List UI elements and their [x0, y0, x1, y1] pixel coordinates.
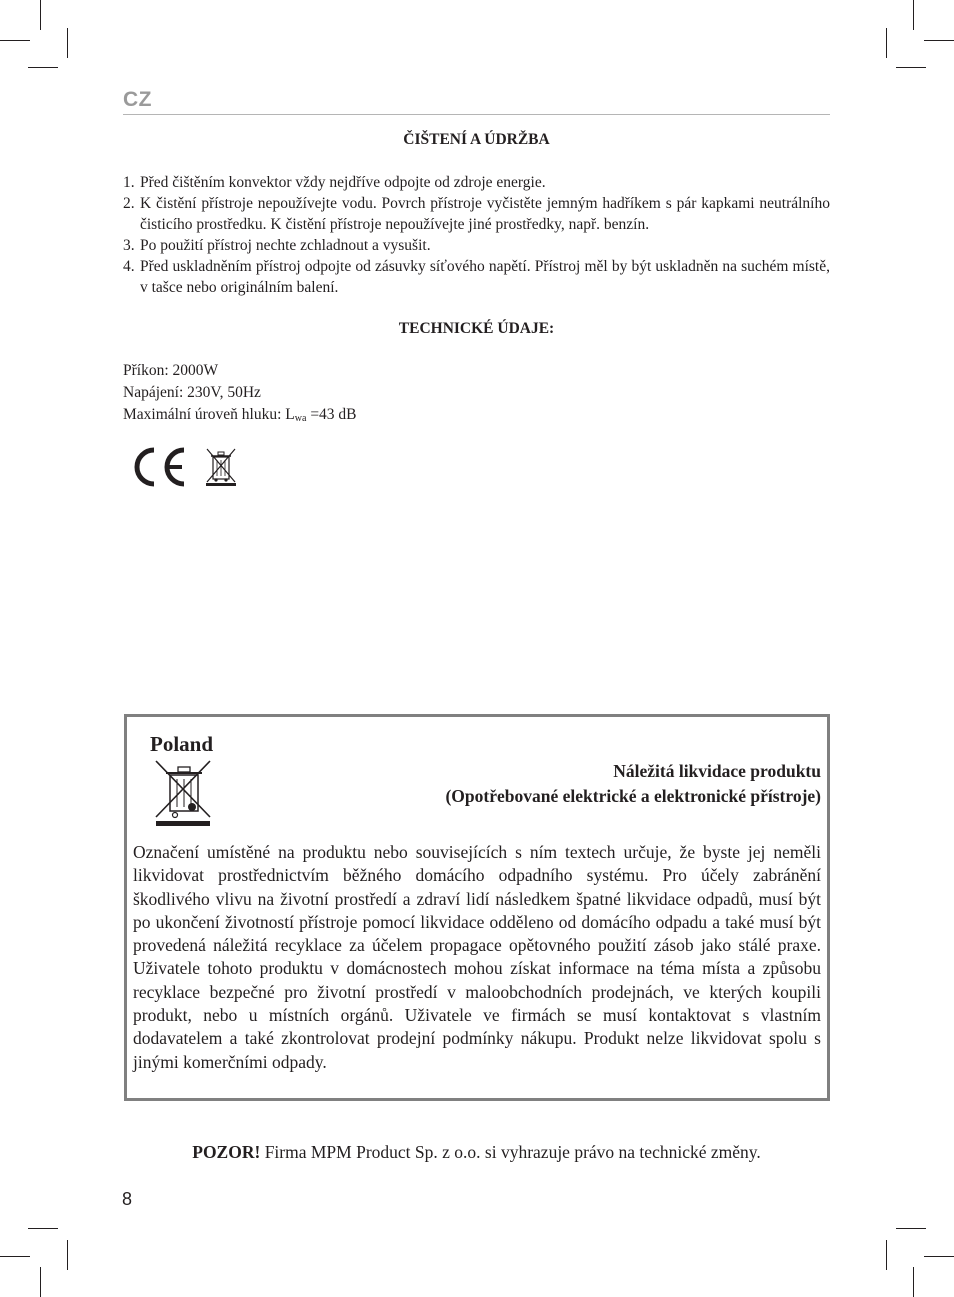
crop-mark	[0, 40, 30, 41]
crop-mark	[896, 1228, 926, 1229]
crop-mark	[0, 1256, 30, 1257]
list-item-text: Před uskladněním přístroj odpojte od zásuvky síťového napětí. Přístroj měl by být uskladněn na suchém místě, v tašce nebo originálním balení.	[140, 258, 830, 296]
disposal-body-text: Označení umístěné na produktu nebo souvisejících s ním textech určuje, že byste jej neměli likvidovat prostřednictvím běžného domácího odpadního systému. Pro účely zabránění škodlivého vlivu na životní prostředí a zdraví lidí následkem špatné likvidace odpadů, musí být po ukončení životností přístroje pomocí likvidace odděleno od domácího odpadu a také musí být provedená náležitá recyklace za účelem propagace opětovného použití zásob jako stálé praxe. Uživatele tohoto produktu v domácnostech mohou získat informace na téma místa a způsobu recyklace bezpečné pro životní prostředí v maloobchodních prodejnách, ve kterých koupili produkt, nebo u místních orgánů. Uživatele ve firmách se musí kontaktovat s vlastním dodavatelem a také zkontrolovat prodejní podmínky nákupu. Produkt nelze likvidovat spolu s jinými komerčními odpady.	[133, 842, 821, 1072]
list-item-text: K čistění přístroje nepoužívejte vodu. Povrch přístroje vyčistěte jemným hadříkem s pár kapkami neutrálního čisticího prostředku. K čistění přístroje nepoužívejte jiné prostředky, např. benzín.	[140, 195, 830, 233]
notice-text: Firma MPM Product Sp. z o.o. si vyhrazuje právo na technické změny.	[260, 1142, 761, 1162]
disposal-title	[445, 759, 821, 809]
crop-mark	[40, 0, 41, 30]
spec-noise-value: =43 dB	[306, 406, 357, 423]
crop-mark	[67, 1240, 68, 1270]
disposal-notice-box	[124, 714, 830, 1101]
crop-mark	[28, 67, 58, 68]
list-item-number: 4.	[123, 258, 135, 275]
spec-supply: Napájení: 230V, 50Hz	[123, 384, 261, 401]
disposal-title-line: Náležitá likvidace produktu	[613, 761, 821, 781]
language-tag: CZ	[123, 88, 152, 111]
crop-mark	[28, 1228, 58, 1229]
crop-mark	[886, 1240, 887, 1270]
spec-power: Příkon: 2000W	[123, 362, 219, 379]
list-item-text: Po použití přístroj nechte zchladnout a vysušit.	[140, 237, 431, 254]
spec-noise-label: Maximální úroveň hluku: L	[123, 406, 295, 423]
cleaning-list	[123, 172, 830, 298]
page-number: 8	[122, 1189, 133, 1209]
notice-line	[123, 1142, 830, 1163]
country-label: Poland	[150, 732, 214, 756]
crop-mark	[924, 40, 954, 41]
list-item-number: 1.	[123, 174, 135, 191]
crop-mark	[896, 67, 926, 68]
crop-mark	[924, 1256, 954, 1257]
list-item	[123, 172, 830, 193]
list-item-text: Před čištěním konvektor vždy nejdříve odpojte od zdroje energie.	[140, 174, 546, 191]
notice-label: POZOR!	[192, 1142, 261, 1162]
list-item-number: 2.	[123, 195, 135, 212]
crop-mark	[913, 1267, 914, 1297]
crop-mark	[67, 28, 68, 58]
crossed-bin-icon	[206, 449, 236, 486]
disposal-title-line: (Opotřebované elektrické a elektronické přístroje)	[445, 786, 821, 806]
crop-mark	[913, 0, 914, 30]
specs-block	[123, 360, 830, 430]
ce-mark-icon	[130, 446, 242, 488]
spec-noise-subscript: wa	[294, 413, 307, 424]
cleaning-heading: ČIŠTENÍ A ÚDRŽBA	[403, 131, 550, 148]
specs-heading: TECHNICKÉ ÚDAJE:	[398, 320, 555, 337]
crop-mark	[40, 1267, 41, 1297]
list-item-number: 3.	[123, 237, 135, 254]
spec-noise	[123, 404, 830, 430]
list-item	[123, 256, 830, 298]
certification-marks	[130, 446, 242, 493]
header-divider	[123, 114, 830, 115]
crossed-bin-icon	[154, 759, 214, 829]
list-item	[123, 235, 830, 256]
list-item	[123, 193, 830, 235]
crop-mark	[886, 28, 887, 58]
